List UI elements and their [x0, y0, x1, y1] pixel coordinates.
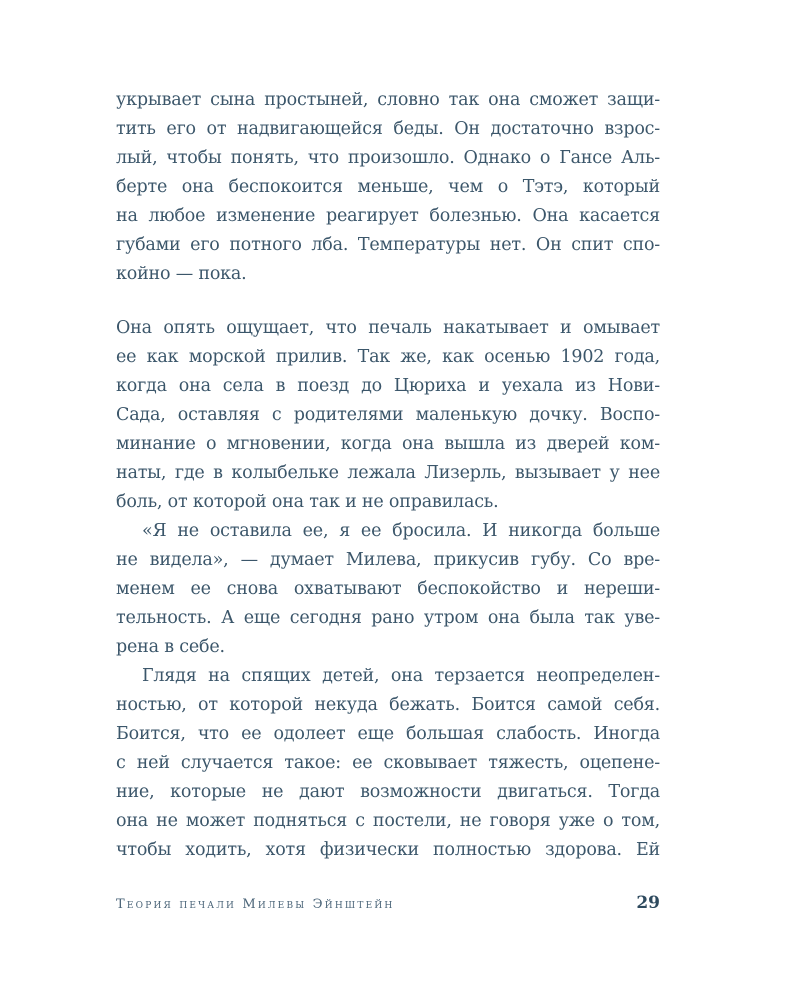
text-line: на любое изменение реагирует болезнью. Она касается [116, 206, 660, 226]
text-line: Она опять ощущает, что печаль накатывает и омывает [116, 318, 660, 338]
text-line: берте она беспокоится меньше, чем о Тэтэ, который [116, 177, 660, 197]
text-line: боль, от которой она так и не оправилась. [116, 492, 499, 512]
paragraph-gap [116, 289, 660, 314]
text-line: тить его от надвигающейся беды. Он достаточно взрос- [116, 119, 660, 139]
page-number: 29 [636, 893, 660, 913]
text-line: когда она села в поезд до Цюриха и уехала из Нови- [116, 376, 660, 396]
text-line: Боится, что ее одолеет еще большая слабость. Иногда [116, 724, 660, 744]
text-line: «Я не оставила ее, я ее бросила. И никогда больше [142, 521, 660, 541]
text-line: менем ее снова охватывают беспокойство и нереши- [116, 579, 660, 599]
page-body [116, 86, 660, 865]
text-line: наты, где в колыбельке лежала Лизерль, вызывает у нее [116, 463, 660, 483]
text-line: не видела», — думает Милева, прикусив губу. Со вре- [116, 550, 660, 570]
text-line: чтобы ходить, хотя физически полностью здорова. Ей [116, 840, 660, 860]
text-line: койно — пока. [116, 264, 247, 284]
paragraph [116, 314, 660, 517]
paragraph [116, 86, 660, 289]
text-line: ние, которые не дают возможности двигаться. Тогда [116, 782, 660, 802]
text-line: с ней случается такое: ее сковывает тяжесть, оцепене- [116, 753, 660, 773]
text-line: Глядя на спящих детей, она терзается неопределен- [142, 666, 660, 686]
text-line: она не может подняться с постели, не говоря уже о том, [116, 811, 660, 831]
running-title: Теория печали Милевы Эйнштейн [116, 897, 395, 912]
text-line: губами его потного лба. Температуры нет. Он спит спо- [116, 235, 660, 255]
page-footer [116, 893, 660, 913]
text-line: лый, чтобы понять, что произошло. Однако о Гансе Аль- [116, 148, 660, 168]
text-line: ее как морской прилив. Так же, как осенью 1902 года, [116, 347, 660, 367]
text-line: тельность. А еще сегодня рано утром она была так уве- [116, 608, 660, 628]
paragraph [116, 662, 660, 865]
text-line: минание о мгновении, когда она вышла из дверей ком- [116, 434, 660, 454]
text-line: укрывает сына простыней, словно так она сможет защи- [116, 90, 660, 110]
text-line: ностью, от которой некуда бежать. Боится самой себя. [116, 695, 660, 715]
paragraph [116, 517, 660, 662]
text-line: рена в себе. [116, 637, 225, 657]
text-line: Сада, оставляя с родителями маленькую дочку. Воспо- [116, 405, 660, 425]
